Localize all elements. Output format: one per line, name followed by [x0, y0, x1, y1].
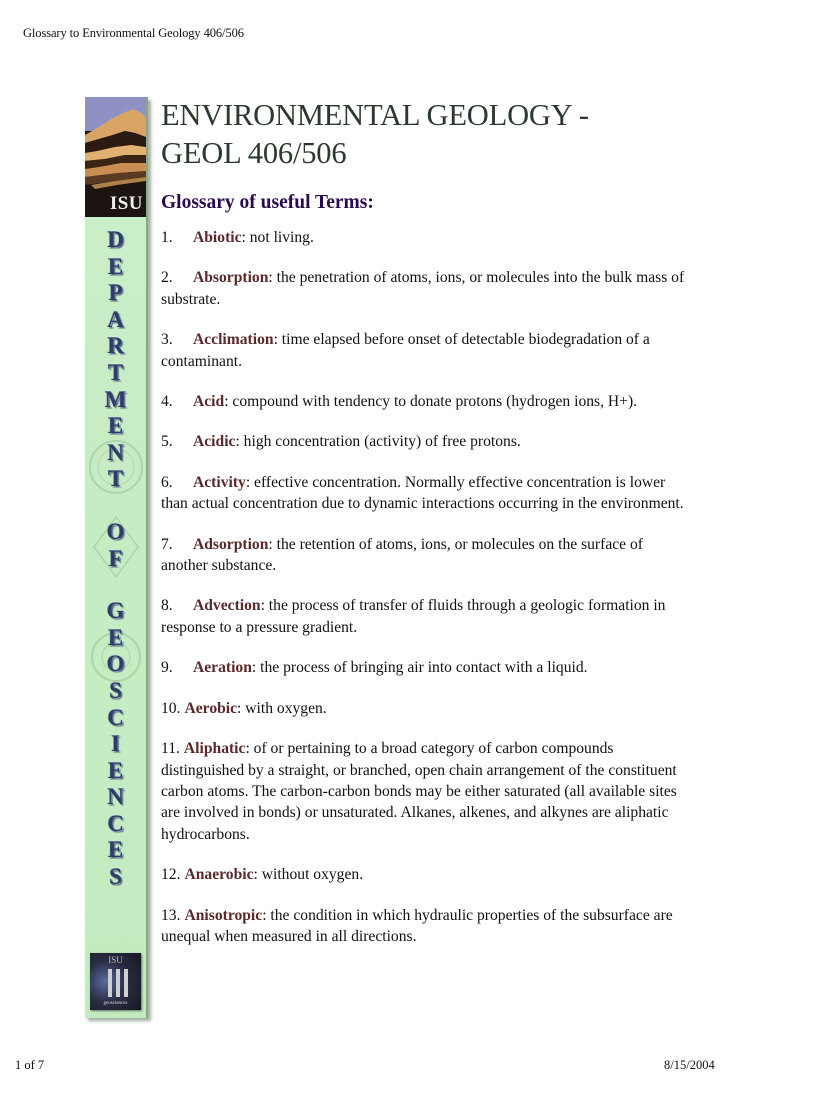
- title-letter: O: [106, 651, 125, 677]
- isu-mountain-logo: [85, 97, 146, 217]
- entry-number: 8.: [161, 597, 173, 615]
- department-sidebar: [85, 97, 148, 1018]
- title-letter: G: [106, 598, 125, 624]
- page-title: [161, 96, 691, 172]
- title-letter: O: [106, 518, 125, 544]
- entry-definition: : the process of transfer of fluids through a geologic formation in response to a pressure gradient.: [161, 597, 666, 636]
- geosciences-badge-image: [90, 953, 141, 1010]
- entry-definition: : the condition in which hydraulic properties of the subsurface are unequal when measured in all directions.: [161, 906, 673, 945]
- glossary-entry: [161, 431, 691, 452]
- entry-term: Advection: [193, 597, 261, 615]
- title-letter: T: [107, 359, 124, 385]
- entry-term: Abiotic: [193, 229, 242, 246]
- word-gap: [85, 493, 146, 519]
- page-number: 1 of 7: [15, 1058, 45, 1072]
- entry-number: 4.: [161, 393, 173, 411]
- glossary-entry: [161, 534, 691, 577]
- title-letter: E: [107, 253, 124, 279]
- entry-number: 13.: [161, 906, 181, 924]
- title-letter: I: [111, 731, 120, 757]
- title-letter: T: [107, 466, 124, 492]
- department-of-geosciences-vertical-title: [85, 227, 146, 891]
- title-letter: E: [107, 413, 124, 439]
- entry-number: 7.: [161, 535, 173, 553]
- entry-term: Activity: [193, 473, 246, 491]
- entry-term: Aliphatic: [183, 740, 246, 758]
- title-letter: E: [107, 837, 124, 863]
- glossary-entry: [161, 905, 691, 948]
- entry-term: Acidic: [193, 433, 236, 451]
- badge-isu-text: ISU: [108, 955, 123, 965]
- entry-definition: : not living.: [241, 229, 314, 246]
- entry-definition: : with oxygen.: [237, 699, 327, 717]
- title-letter: A: [107, 306, 124, 332]
- entry-definition: : time elapsed before onset of detectable biodegradation of a contaminant.: [161, 331, 650, 370]
- glossary-entry: [161, 227, 691, 248]
- page-title-line2: GEOL 406/506: [161, 136, 347, 170]
- title-letter: E: [107, 624, 124, 650]
- title-letter: N: [107, 439, 124, 465]
- title-letter: P: [108, 280, 123, 306]
- entry-number: 12.: [161, 866, 181, 884]
- title-letter: E: [107, 757, 124, 783]
- isu-logo-text: ISU: [109, 193, 143, 214]
- entry-number: 5.: [161, 433, 173, 451]
- word-gap: [85, 572, 146, 598]
- entry-definition: : high concentration (activity) of free protons.: [235, 433, 521, 451]
- entry-term: Anaerobic: [184, 866, 254, 884]
- print-header-title: Glossary to Environmental Geology 406/506: [23, 26, 244, 40]
- title-letter: M: [104, 386, 127, 412]
- glossary-entry: [161, 391, 691, 412]
- glossary-entry: [161, 267, 691, 310]
- title-letter: C: [107, 704, 124, 730]
- glossary-entry: [161, 657, 691, 678]
- entry-term: Acclimation: [193, 331, 274, 349]
- entry-definition: : the retention of atoms, ions, or molecules on the surface of another substance.: [161, 535, 643, 575]
- entry-term: Anisotropic: [184, 906, 263, 924]
- pillar-icon: [108, 969, 112, 997]
- title-letter: S: [109, 864, 122, 890]
- title-letter: C: [107, 810, 124, 836]
- pillar-icon: [124, 969, 128, 997]
- glossary-entry: [161, 864, 691, 885]
- title-letter: F: [108, 545, 123, 571]
- glossary-list: [161, 227, 691, 947]
- entry-number: 9.: [161, 659, 173, 677]
- entry-term: Aerobic: [184, 699, 238, 717]
- entry-number: 11.: [161, 740, 180, 758]
- pillar-icon: [116, 969, 120, 997]
- entry-definition: : compound with tendency to donate protons (hydrogen ions, H+).: [224, 393, 638, 411]
- entry-definition: : of or pertaining to a broad category of carbon compounds distinguished by a straight, or branched, open chain arrangement of the constituent carbon atoms. The carbon-carbon bonds may be either saturated (all available sites are involved in bonds) or unsaturated. Alkanes, alkenes, and alkynes are aliphatic hydrocarbons.: [161, 740, 677, 843]
- entry-number: 2.: [161, 269, 173, 287]
- glossary-entry: [161, 595, 691, 638]
- title-letter: N: [107, 784, 124, 810]
- title-letter: D: [107, 227, 124, 252]
- entry-definition: : effective concentration. Normally effective concentration is lower than actual concentration due to dynamic interactions occurring in the environment.: [161, 473, 684, 513]
- glossary-entry: [161, 329, 691, 372]
- entry-number: 3.: [161, 331, 173, 349]
- entry-number: 1.: [161, 229, 173, 246]
- entry-term: Aeration: [193, 659, 252, 677]
- glossary-entry: [161, 738, 691, 845]
- glossary-content: [161, 96, 691, 966]
- glossary-subtitle: Glossary of useful Terms:: [161, 192, 374, 213]
- entry-term: Acid: [193, 393, 225, 411]
- page-title-line1: ENVIRONMENTAL GEOLOGY -: [161, 98, 589, 132]
- glossary-entry: [161, 698, 691, 719]
- glossary-entry: [161, 472, 691, 515]
- title-letter: S: [109, 677, 122, 703]
- entry-definition: : without oxygen.: [253, 866, 364, 884]
- entry-definition: : the penetration of atoms, ions, or molecules into the bulk mass of substrate.: [161, 269, 685, 308]
- entry-number: 10.: [161, 699, 181, 717]
- badge-label-text: geosciences: [103, 1001, 128, 1006]
- entry-number: 6.: [161, 473, 173, 491]
- entry-term: Adsorption: [193, 535, 269, 553]
- title-letter: R: [107, 333, 124, 359]
- print-date: 8/15/2004: [664, 1058, 715, 1072]
- entry-term: Absorption: [193, 269, 269, 287]
- entry-definition: : the process of bringing air into contact with a liquid.: [251, 659, 588, 677]
